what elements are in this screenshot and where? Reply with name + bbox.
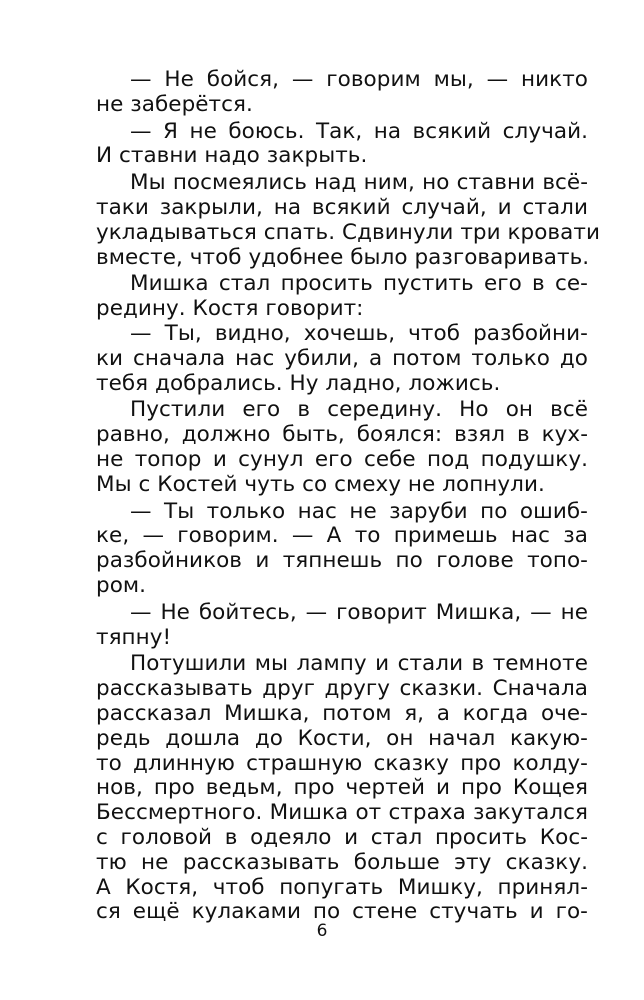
text-line: А Костя, чтоб попугать Мишку, принял-	[96, 874, 588, 900]
text-line: Мы посмеялись над ним, но ставни всё-	[130, 170, 588, 196]
text-line: Мишка стал просить пустить его в се-	[130, 271, 588, 297]
text-line: — Ты только нас не заруби по ошиб-	[130, 498, 588, 524]
text-line: ки сначала нас убили, а потом только до	[96, 345, 588, 371]
text-line: — Я не боюсь. Так, на всякий случай.	[130, 118, 588, 144]
text-line: с головой в одеяло и стал просить Кос-	[96, 824, 588, 850]
text-line: — Не бойся, — говорим мы, — никто	[130, 67, 588, 92]
text-line: рассказывать друг другу сказки. Сначала	[96, 676, 588, 702]
text-line: — Ты, видно, хочешь, чтоб разбойни-	[130, 320, 588, 346]
text-line: тебя добрались. Ну ладно, ложись.	[96, 370, 501, 396]
text-line: ке, — говорим. — А то примешь нас за	[96, 523, 588, 549]
text-line: рассказал Мишка, потом я, а когда оче-	[96, 700, 588, 726]
text-line: нов, про ведьм, про чертей и про Кощея	[96, 775, 588, 801]
text-line: редь дошла до Кости, он начал какую-	[96, 725, 588, 751]
text-line: не заберётся.	[96, 91, 253, 117]
text-line: то длинную страшную сказку про колду-	[96, 750, 588, 776]
text-line: Пустили его в середину. Но он всё	[130, 397, 588, 423]
text-line: тю не рассказывать больше эту сказку.	[96, 849, 588, 875]
page-text-block	[96, 67, 600, 925]
text-line: — Не бойтесь, — говорит Мишка, — не	[130, 599, 588, 625]
text-line: разбойников и тяпнешь по голове топо-	[96, 548, 588, 574]
text-line: ром.	[96, 572, 147, 598]
text-line: Потушили мы лампу и стали в темноте	[130, 651, 588, 677]
text-line: Мы с Костей чуть со смеху не лопнули.	[96, 471, 545, 497]
text-line: ся ещё кулаками по стене стучать и го-	[96, 899, 588, 925]
text-line: тяпну!	[96, 624, 172, 650]
text-line: И ставни надо закрыть.	[96, 143, 368, 169]
text-line: вместе, чтоб удобнее было разговаривать.	[96, 244, 590, 270]
text-line: укладываться спать. Сдвинули три кровати	[96, 219, 600, 245]
text-line: таки закрыли, на всякий случай, и стали	[96, 194, 588, 220]
text-line: не топор и сунул его себе под подушку.	[96, 446, 588, 472]
text-line: равно, должно быть, боялся: взял в кух-	[96, 422, 588, 448]
page-number: 6	[316, 921, 328, 941]
text-line: редину. Костя говорит:	[96, 296, 364, 322]
text-line: Бессмертного. Мишка от страха закутался	[96, 800, 588, 826]
